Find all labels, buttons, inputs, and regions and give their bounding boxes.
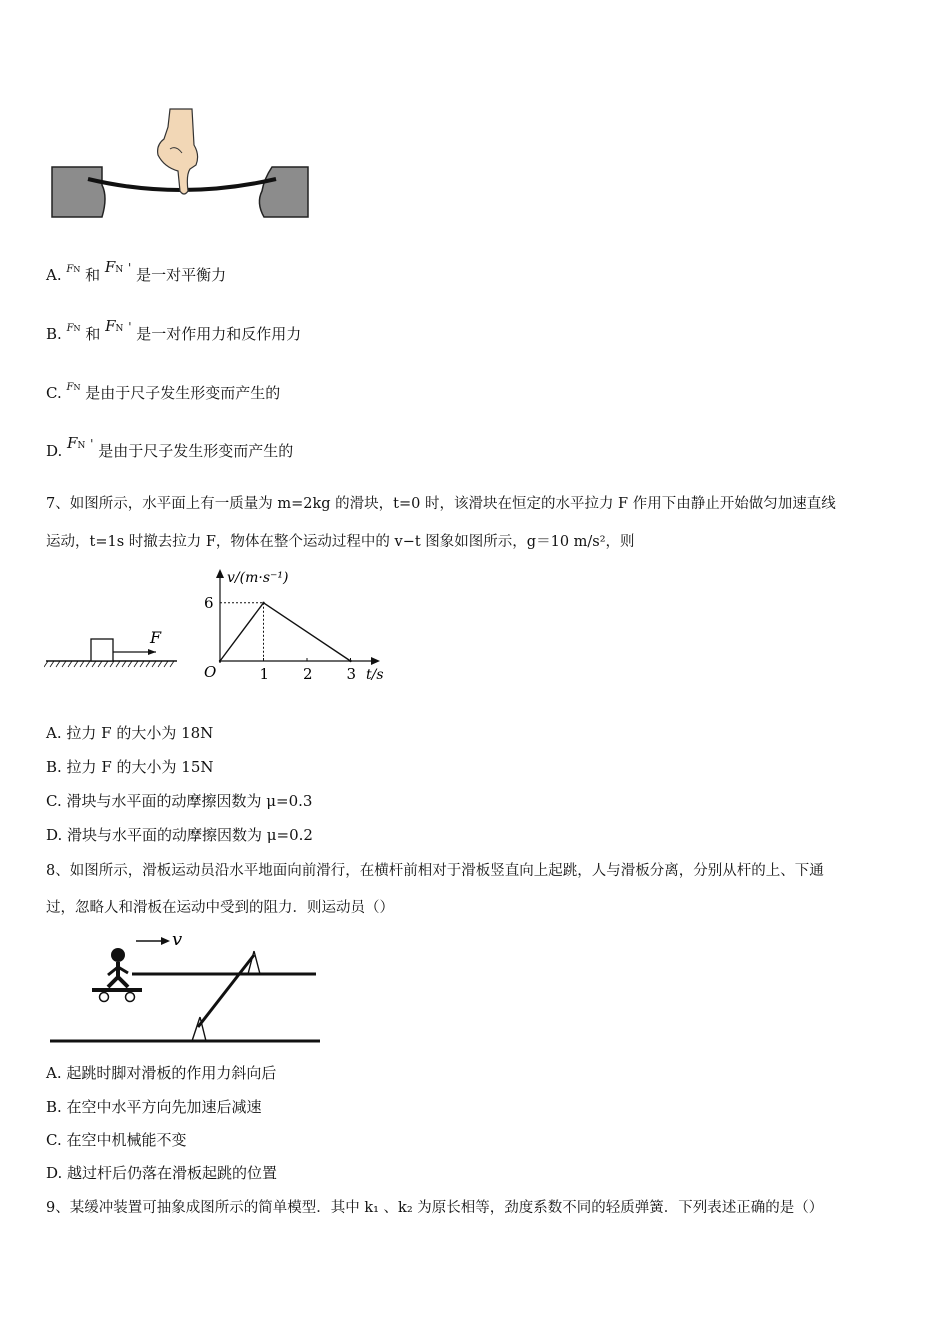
x-axis-arrow — [371, 657, 380, 665]
x-tick-label-1: 1 — [259, 665, 270, 683]
y-tick-label-6: 6 — [204, 593, 214, 612]
q7-line-1: 7、如图所示，水平面上有一质量为 m=2kg 的滑块，t=0 时，该滑块在恒定的水平拉力 F 作用下由静止开始做匀加速直线 — [46, 496, 836, 512]
q6-option-b: B. FN 和 FN ' 是一对作用力和反作用力 — [46, 317, 302, 343]
block-on-ground-figure — [44, 625, 179, 670]
x-tick-label-2: 2 — [303, 665, 313, 683]
q9-line-1: 9、某缓冲装置可抽象成图所示的简单模型．其中 k₁ 、k₂ 为原长相等，劲度系数不同的轻质弹簧．下列表述正确的是（） — [46, 1200, 824, 1216]
origin-label: O — [204, 663, 217, 681]
x-axis-label: t/s — [366, 667, 384, 683]
y-axis-arrow — [216, 569, 224, 578]
q6-option-d: D. FN ' 是由于尺子发生形变而产生的 — [46, 434, 294, 460]
q8-option-c: C. 在空中机械能不变 — [46, 1131, 187, 1149]
vt-point-0 — [219, 660, 221, 662]
q8-option-d: D. 越过杆后仍落在滑板起跳的位置 — [46, 1164, 278, 1182]
q7-option-d: D. 滑块与水平面的动摩擦因数为 μ=0.2 — [46, 826, 313, 844]
skateboard-figure — [48, 925, 323, 1049]
force-label: F — [150, 628, 162, 647]
q8-option-b: B. 在空中水平方向先加速后减速 — [46, 1098, 262, 1116]
q7-option-a: A. 拉力 F 的大小为 18N — [46, 724, 214, 742]
q8-option-a: A. 起跳时脚对滑板的作用力斜向后 — [46, 1064, 277, 1082]
q7-line-2: 运动，t=1s 时撤去拉力 F，物体在整个运动过程中的 v−t 图象如图所示，g＝10 m/s²，则 — [46, 534, 635, 550]
ruler-finger-figure — [50, 105, 310, 223]
q8-line-2: 过，忽略人和滑板在运动中受到的阻力．则运动员（） — [46, 900, 394, 916]
q7-option-b: B. 拉力 F 的大小为 15N — [46, 758, 214, 776]
x-tick-label-3: 3 — [346, 665, 357, 683]
velocity-label: v — [172, 929, 183, 950]
q6-option-c: C. FN 是由于尺子发生形变而产生的 — [46, 382, 281, 402]
y-axis-label: v/(m·s⁻¹) — [227, 570, 289, 586]
q8-line-1: 8、如图所示，滑板运动员沿水平地面向前滑行，在横杆前相对于滑板竖直向上起跳，人与滑板分离，分别从杆的上、下通 — [46, 863, 824, 879]
q6-option-a: A. FN 和 FN ' 是一对平衡力 — [46, 258, 227, 284]
q7-option-c: C. 滑块与水平面的动摩擦因数为 μ=0.3 — [46, 792, 313, 810]
vt-chart — [196, 565, 396, 685]
vt-series-line — [220, 603, 351, 661]
